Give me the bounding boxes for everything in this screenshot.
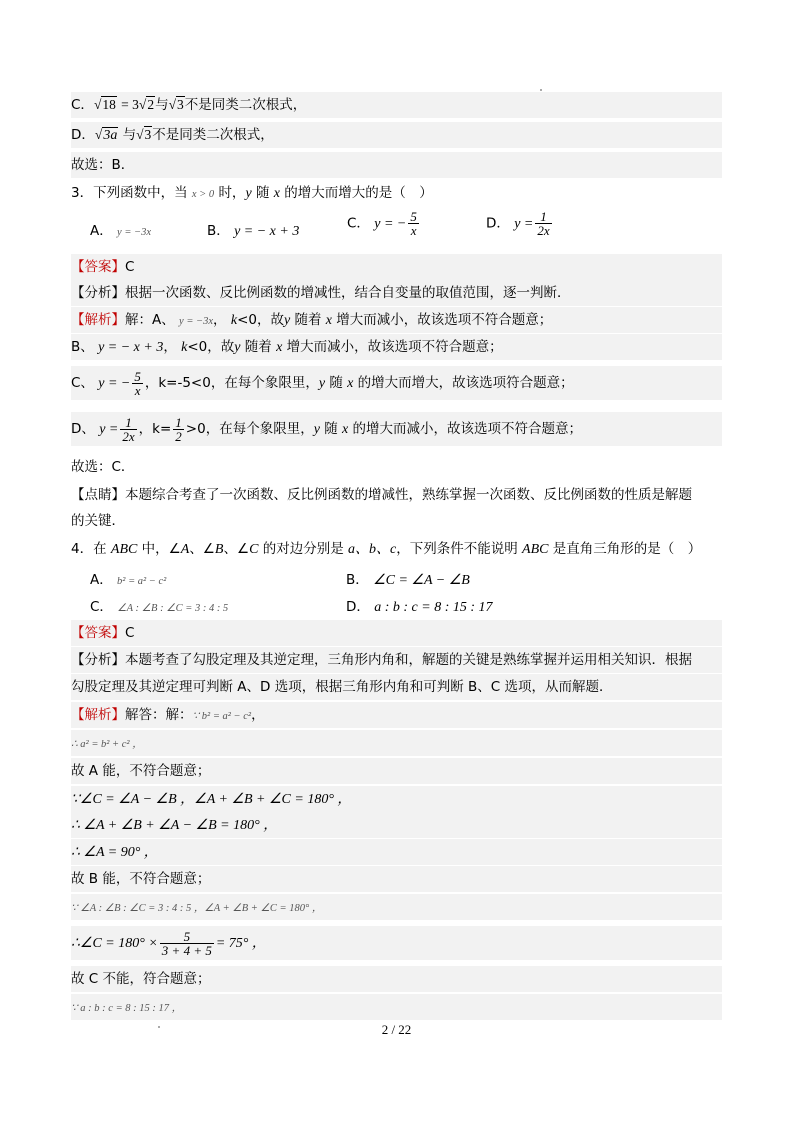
q4-solution-line-10: 故 C 不能，符合题意； bbox=[71, 966, 722, 992]
question-3-stem: 3．下列函数中，当 x > 0 时，y 随 x 的增大而增大的是（ ） bbox=[71, 185, 433, 201]
q3-select-c: 故选：C． bbox=[71, 459, 135, 475]
q3-note-line-1: 【点睛】本题综合考查了一次函数、反比例函数的增减性，熟练掌握一次函数、反比例函数的性质是解题 bbox=[71, 487, 692, 503]
q3-solution-line-1: 【解析】解：A、 y = −3x， k<0，故y 随着 x 增大而减小，故该选项不符合题意； bbox=[71, 307, 722, 333]
q4-solution-line-11: ∵ a : b : c = 8 : 15 : 17 ， bbox=[71, 994, 722, 1020]
q4-solution-line-5: ∴ ∠A + ∠B + ∠A − ∠B = 180° ， bbox=[71, 812, 722, 838]
q3-option-d: D． y = $\frac{1}{2x}$ bbox=[486, 209, 550, 238]
q4-option-b: B． ∠C = ∠A − ∠B bbox=[346, 572, 470, 588]
q4-solution-line-1: 【解析】解答：解：∵ b² = a² − c²， bbox=[71, 702, 722, 728]
q4-analysis-line-2: 勾股定理及其逆定理可判断 A、D 选项，根据三角形内角和可判断 B、C 选项，从而解题． bbox=[71, 674, 722, 700]
text-line-c: C．√18 = 3√2与√3不是同类二次根式， bbox=[71, 92, 722, 118]
scan-dot bbox=[540, 89, 542, 91]
text-line-d: D．√3a 与√3不是同类二次根式， bbox=[71, 122, 722, 148]
q3-option-c: C． y = − $\frac{5}{x}$ bbox=[347, 209, 417, 238]
q3-analysis: 【分析】根据一次函数、反比例函数的增减性，结合自变量的取值范围，逐一判断． bbox=[71, 280, 722, 306]
q4-analysis-line-1: 【分析】本题考查了勾股定理及其逆定理，三角形内角和，解题的关键是熟练掌握并运用相关知识．根据 bbox=[71, 647, 722, 673]
q4-solution-line-8: ∵ ∠A : ∠B : ∠C = 3 : 4 : 5 ，∠A + ∠B + ∠C = 180° ， bbox=[71, 894, 722, 920]
q4-option-a: A． b² = a² − c² bbox=[90, 572, 167, 588]
q4-solution-line-2: ∴ a² = b² + c² ， bbox=[71, 730, 722, 756]
page-number: 2 / 22 bbox=[381, 1022, 412, 1037]
q3-option-b: B． y = − x + 3 bbox=[207, 223, 300, 239]
q4-answer: 【答案】C bbox=[71, 620, 722, 646]
q3-option-a: A． y = −3x bbox=[90, 223, 152, 239]
q4-option-d: D． a : b : c = 8 : 15 : 17 bbox=[346, 599, 493, 615]
q3-solution-line-3: C、 y = − $\frac{5}{x}$ ，k=-5<0，在每个象限里，y 随 x 的增大而增大，故该选项符合题意； bbox=[71, 366, 722, 400]
q3-solution-line-2: B、 y = − x + 3， k<0，故y 随着 x 增大而减小，故该选项不符合题意； bbox=[71, 334, 722, 360]
q3-note-line-2: 的关键． bbox=[71, 513, 125, 529]
question-4-stem: 4．在 ABC 中，∠A、∠B、∠C 的对边分别是 a、b、c，下列条件不能说明 ABC 是直角三角形的是（ ） bbox=[71, 541, 702, 557]
q4-solution-line-7: 故 B 能，不符合题意； bbox=[71, 866, 722, 892]
q4-solution-line-4: ∵∠C = ∠A − ∠B ，∠A + ∠B + ∠C = 180° ， bbox=[71, 786, 722, 812]
q4-solution-line-9: ∴∠C = 180° × $\frac{5}{3 + 4 + 5}$ = 75° ， bbox=[71, 926, 722, 960]
q4-solution-line-6: ∴ ∠A = 90° ， bbox=[71, 839, 722, 865]
text-line-select-b: 故选：B． bbox=[71, 152, 722, 178]
q4-solution-line-3: 故 A 能，不符合题意； bbox=[71, 758, 722, 784]
q4-option-c: C． ∠A : ∠B : ∠C = 3 : 4 : 5 bbox=[90, 599, 229, 615]
q3-answer: 【答案】C bbox=[71, 254, 722, 280]
q3-solution-line-4: D、 y = $\frac{1}{2x}$ ，k= $\frac{1}{2}$ >0，在每个象限里，y 随 x 的增大而减小，故该选项不符合题意； bbox=[71, 412, 722, 446]
